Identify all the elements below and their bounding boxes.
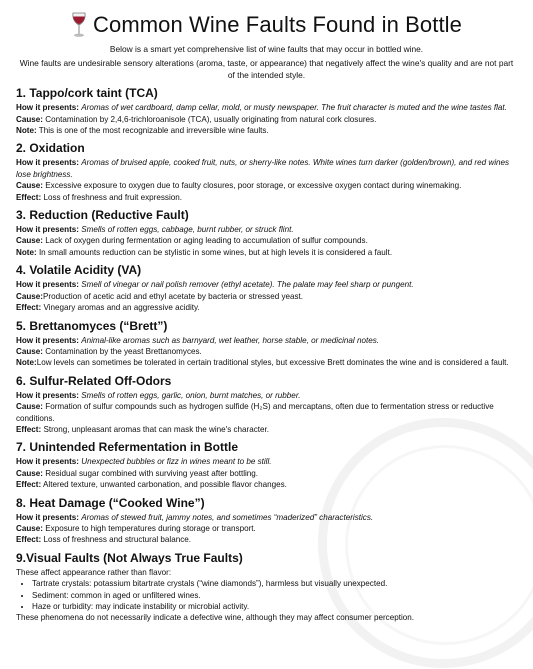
effect: Effect: Vinegary aromas and an aggressive acidity. [16, 303, 200, 313]
cause: Cause: Residual sugar combined with surviving yeast after bottling. [16, 468, 259, 478]
fault-section-refermentation [16, 440, 517, 490]
intro-line-2: Wine faults are undesirable sensory alterations (aroma, taste, or appearance) that negatively affect the wine's quality and are not part of the intended style. [19, 58, 514, 80]
how-it-presents: How it presents: Aromas of stewed fruit, jammy notes, and sometimes “maderized” characteristics. [16, 512, 374, 522]
list-item: • Haze or turbidity: may indicate instability or microbial activity. [32, 601, 517, 612]
fault-heading: 9.Visual Faults (Not Always True Faults) [16, 550, 243, 565]
how-it-presents: How it presents: Unexpected bubbles or fizz in wines meant to be still. [16, 457, 272, 467]
cause: Cause:Production of acetic acid and ethyl acetate by bacteria or stressed yeast. [16, 291, 304, 301]
fault-heading: 8. Heat Damage (“Cooked Wine”) [16, 495, 205, 510]
list-item: • Sediment: common in aged or unfiltered wines. [32, 590, 517, 601]
visual-closing: These phenomena do not necessarily indicate a defective wine, although they may affect consumer perception. [16, 613, 415, 623]
cause: Cause: Excessive exposure to oxygen due to faulty closures, poor storage, or excessive oxygen contact during winemaking. [16, 181, 462, 191]
fault-section-brett [16, 319, 517, 369]
fault-heading: 3. Reduction (Reductive Fault) [16, 208, 189, 223]
header [16, 12, 517, 38]
fault-heading: 4. Volatile Acidity (VA) [16, 263, 142, 278]
how-it-presents: How it presents: Smells of rotten eggs, garlic, onion, burnt matches, or rubber. [16, 390, 301, 400]
cause: Cause: Exposure to high temperatures during storage or transport. [16, 523, 256, 533]
how-it-presents: How it presents: Aromas of wet cardboard, damp cellar, mold, or musty newspaper. The fruit character is muted and the wine tastes flat. [16, 103, 507, 113]
fault-section-volatile-acidity [16, 263, 517, 313]
page-title: Common Wine Faults Found in Bottle [93, 12, 462, 37]
fault-heading: 1. Tappo/cork taint (TCA) [16, 86, 158, 101]
wine-glass-icon [71, 12, 87, 38]
visual-list [16, 578, 517, 612]
note: Note:Low levels can sometimes be tolerated in certain traditional styles, but excessive Brett dominates the wine and is considered a fault. [16, 358, 509, 368]
fault-section-tca [16, 86, 517, 136]
visual-lead: These affect appearance rather than flavor: [16, 567, 172, 577]
how-it-presents: How it presents: Aromas of bruised apple, cooked fruit, nuts, or sherry-like notes. White wines turn darker (golden/brown), and red wines lose brightness. [16, 158, 510, 179]
fault-heading: 2. Oxidation [16, 141, 85, 156]
how-it-presents: How it presents: Smells of rotten eggs, cabbage, burnt rubber, or struck flint. [16, 225, 294, 235]
note: Note: This is one of the most recognizable and irreversible wine faults. [16, 126, 269, 136]
how-it-presents: How it presents: Animal-like aromas such as barnyard, wet leather, horse stable, or medicinal notes. [16, 335, 380, 345]
cause: Cause: Contamination by 2,4,6-trichloroanisole (TCA), usually originating from natural cork closures. [16, 114, 377, 124]
effect: Effect: Loss of freshness and fruit expression. [16, 192, 183, 202]
fault-section-sulfur [16, 374, 517, 436]
cause: Cause: Contamination by the yeast Brettanomyces. [16, 346, 202, 356]
effect: Effect: Loss of freshness and structural balance. [16, 535, 192, 545]
fault-heading: 5. Brettanomyces (“Brett”) [16, 318, 168, 333]
fault-heading: 7. Unintended Refermentation in Bottle [16, 440, 239, 455]
fault-heading: 6. Sulfur-Related Off-Odors [16, 373, 172, 388]
fault-section-oxidation [16, 141, 517, 203]
effect: Effect: Altered texture, unwanted carbonation, and possible flavor changes. [16, 480, 287, 490]
list-item: • Tartrate crystals: potassium bitartrate crystals (“wine diamonds”), harmless but visually unexpected. [32, 578, 517, 589]
note: Note: In small amounts reduction can be stylistic in some wines, but at high levels it is considered a fault. [16, 247, 393, 257]
fault-section-visual [16, 551, 517, 624]
cause: Cause: Formation of sulfur compounds such as hydrogen sulfide (H₂S) and mercaptans, often due to fermentation stress or reductive conditions. [16, 402, 494, 423]
intro-line-1: Below is a smart yet comprehensive list of wine faults that may occur in bottled wine. [109, 44, 424, 54]
effect: Effect: Strong, unpleasant aromas that can mask the wine's character. [16, 424, 270, 434]
cause: Cause: Lack of oxygen during fermentation or aging leading to accumulation of sulfur compounds. [16, 236, 368, 246]
how-it-presents: How it presents: Smell of vinegar or nail polish remover (ethyl acetate). The palate may feel sharp or pungent. [16, 280, 414, 290]
fault-section-reduction [16, 208, 517, 258]
fault-section-heat-damage [16, 496, 517, 546]
